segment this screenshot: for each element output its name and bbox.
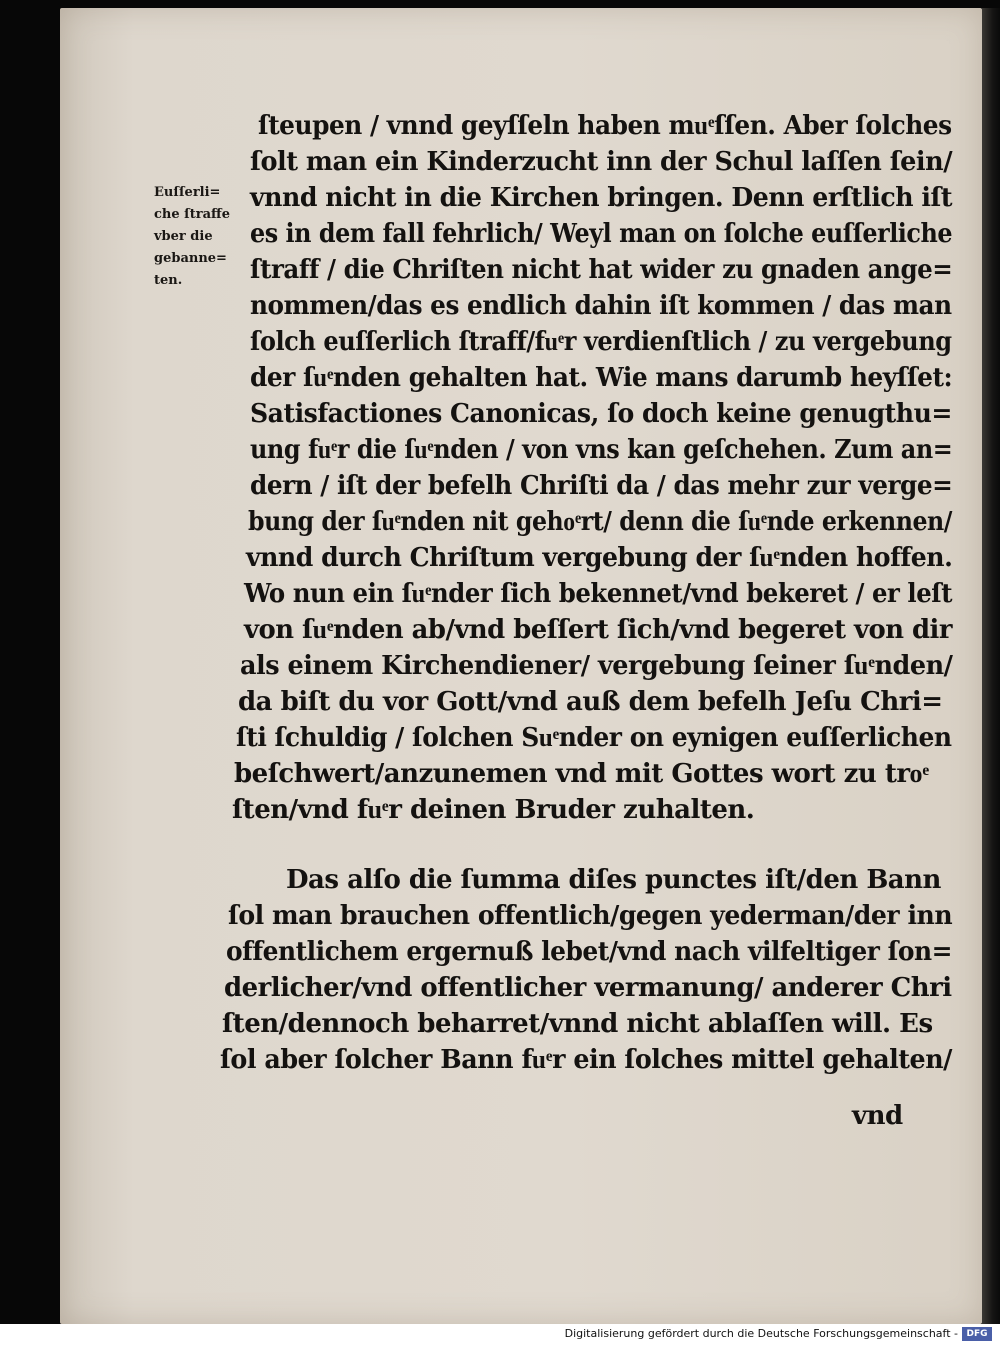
margin-note-line: Euſſerli= <box>154 185 221 200</box>
text-line: vnnd durch Chriſtum vergebung der ſuͤnden hoffen. <box>246 543 953 573</box>
text-line: der ſuͤnden gehalten hat. Wie mans darumb heyſſet: <box>250 363 953 393</box>
text-line: ſol man brauchen offentlich/gegen yederman/der inn <box>228 901 953 931</box>
text-line: dern / iſt der befelh Chriſti da / das mehr zur verge= <box>250 471 953 501</box>
text-line: ſten/dennoch beharret/vnnd nicht ablaſſen will. Es <box>222 1009 933 1039</box>
text-line: Das alſo die ſumma diſes punctes iſt/den Bann <box>286 865 941 895</box>
text-line: beſchwert/anzunemen vnd mit Gottes wort zu troͤ <box>234 759 929 789</box>
margin-note-line: che ſtraffe <box>154 207 230 222</box>
text-line: ſteupen / vnnd geyſſeln haben muͤſſen. Aber ſolches <box>258 111 952 141</box>
text-line: ung fuͤr die ſuͤnden / von vns kan geſchehen. Zum an= <box>250 435 953 465</box>
text-line: ſol aber ſolcher Bann fuͤr ein ſolches mittel gehalten/ <box>220 1045 952 1075</box>
margin-note <box>154 182 246 292</box>
text-line: es in dem fall fehrlich/ Weyl man on ſolche euſſerliche <box>250 219 953 249</box>
text-line: ſolch euſſerlich ſtraff/fuͤr verdienſtlich / zu vergebung <box>250 327 952 357</box>
footer-credit: Digitalisierung gefördert durch die Deutsche Forschungsgemeinschaft - <box>564 1327 958 1340</box>
text-line: ſolt man ein Kinderzucht inn der Schul laſſen ſein/ <box>250 147 953 177</box>
text-line: von ſuͤnden ab/vnd beſſert ſich/vnd begeret von dir <box>244 615 952 645</box>
text-line: da biſt du vor Gott/vnd auß dem befelh Jeſu Chri= <box>238 687 943 717</box>
margin-note-line: ten. <box>154 273 183 288</box>
text-line: ſten/vnd fuͤr deinen Bruder zuhalten. <box>232 795 755 825</box>
catchword: vnd <box>852 1101 903 1131</box>
text-line: bung der ſuͤnden nit gehoͤrt/ denn die ſuͤnde erkennen/ <box>248 507 952 537</box>
text-line: derlicher/vnd offentlicher vermanung/ anderer Chri <box>224 973 952 1003</box>
footer-bar <box>0 1324 1000 1345</box>
text-line: ſti ſchuldig / ſolchen Suͤnder on eynigen euſſerlichen <box>236 723 952 753</box>
dfg-logo: DFG <box>962 1327 992 1341</box>
text-line: als einem Kirchendiener/ vergebung ſeiner ſuͤnden/ <box>240 651 953 681</box>
margin-note-line: vber die <box>154 229 213 244</box>
text-line: offentlichem ergernuß lebet/vnd nach vilfeltiger ſon= <box>226 937 953 967</box>
text-line: nommen/das es endlich dahin iſt kommen / das man <box>250 291 952 321</box>
text-line: vnnd nicht in die Kirchen bringen. Denn erſtlich iſt <box>250 183 952 213</box>
text-line: ſtraff / die Chriſten nicht hat wider zu gnaden ange= <box>250 255 953 285</box>
book-binding-edge <box>982 8 1000 1324</box>
margin-note-line: gebanne= <box>154 251 227 266</box>
text-line: Satisfactiones Canonicas, ſo doch keine genugthu= <box>250 399 952 429</box>
text-line: Wo nun ein ſuͤnder ſich bekennet/vnd bekeret / er leſt <box>244 579 953 609</box>
